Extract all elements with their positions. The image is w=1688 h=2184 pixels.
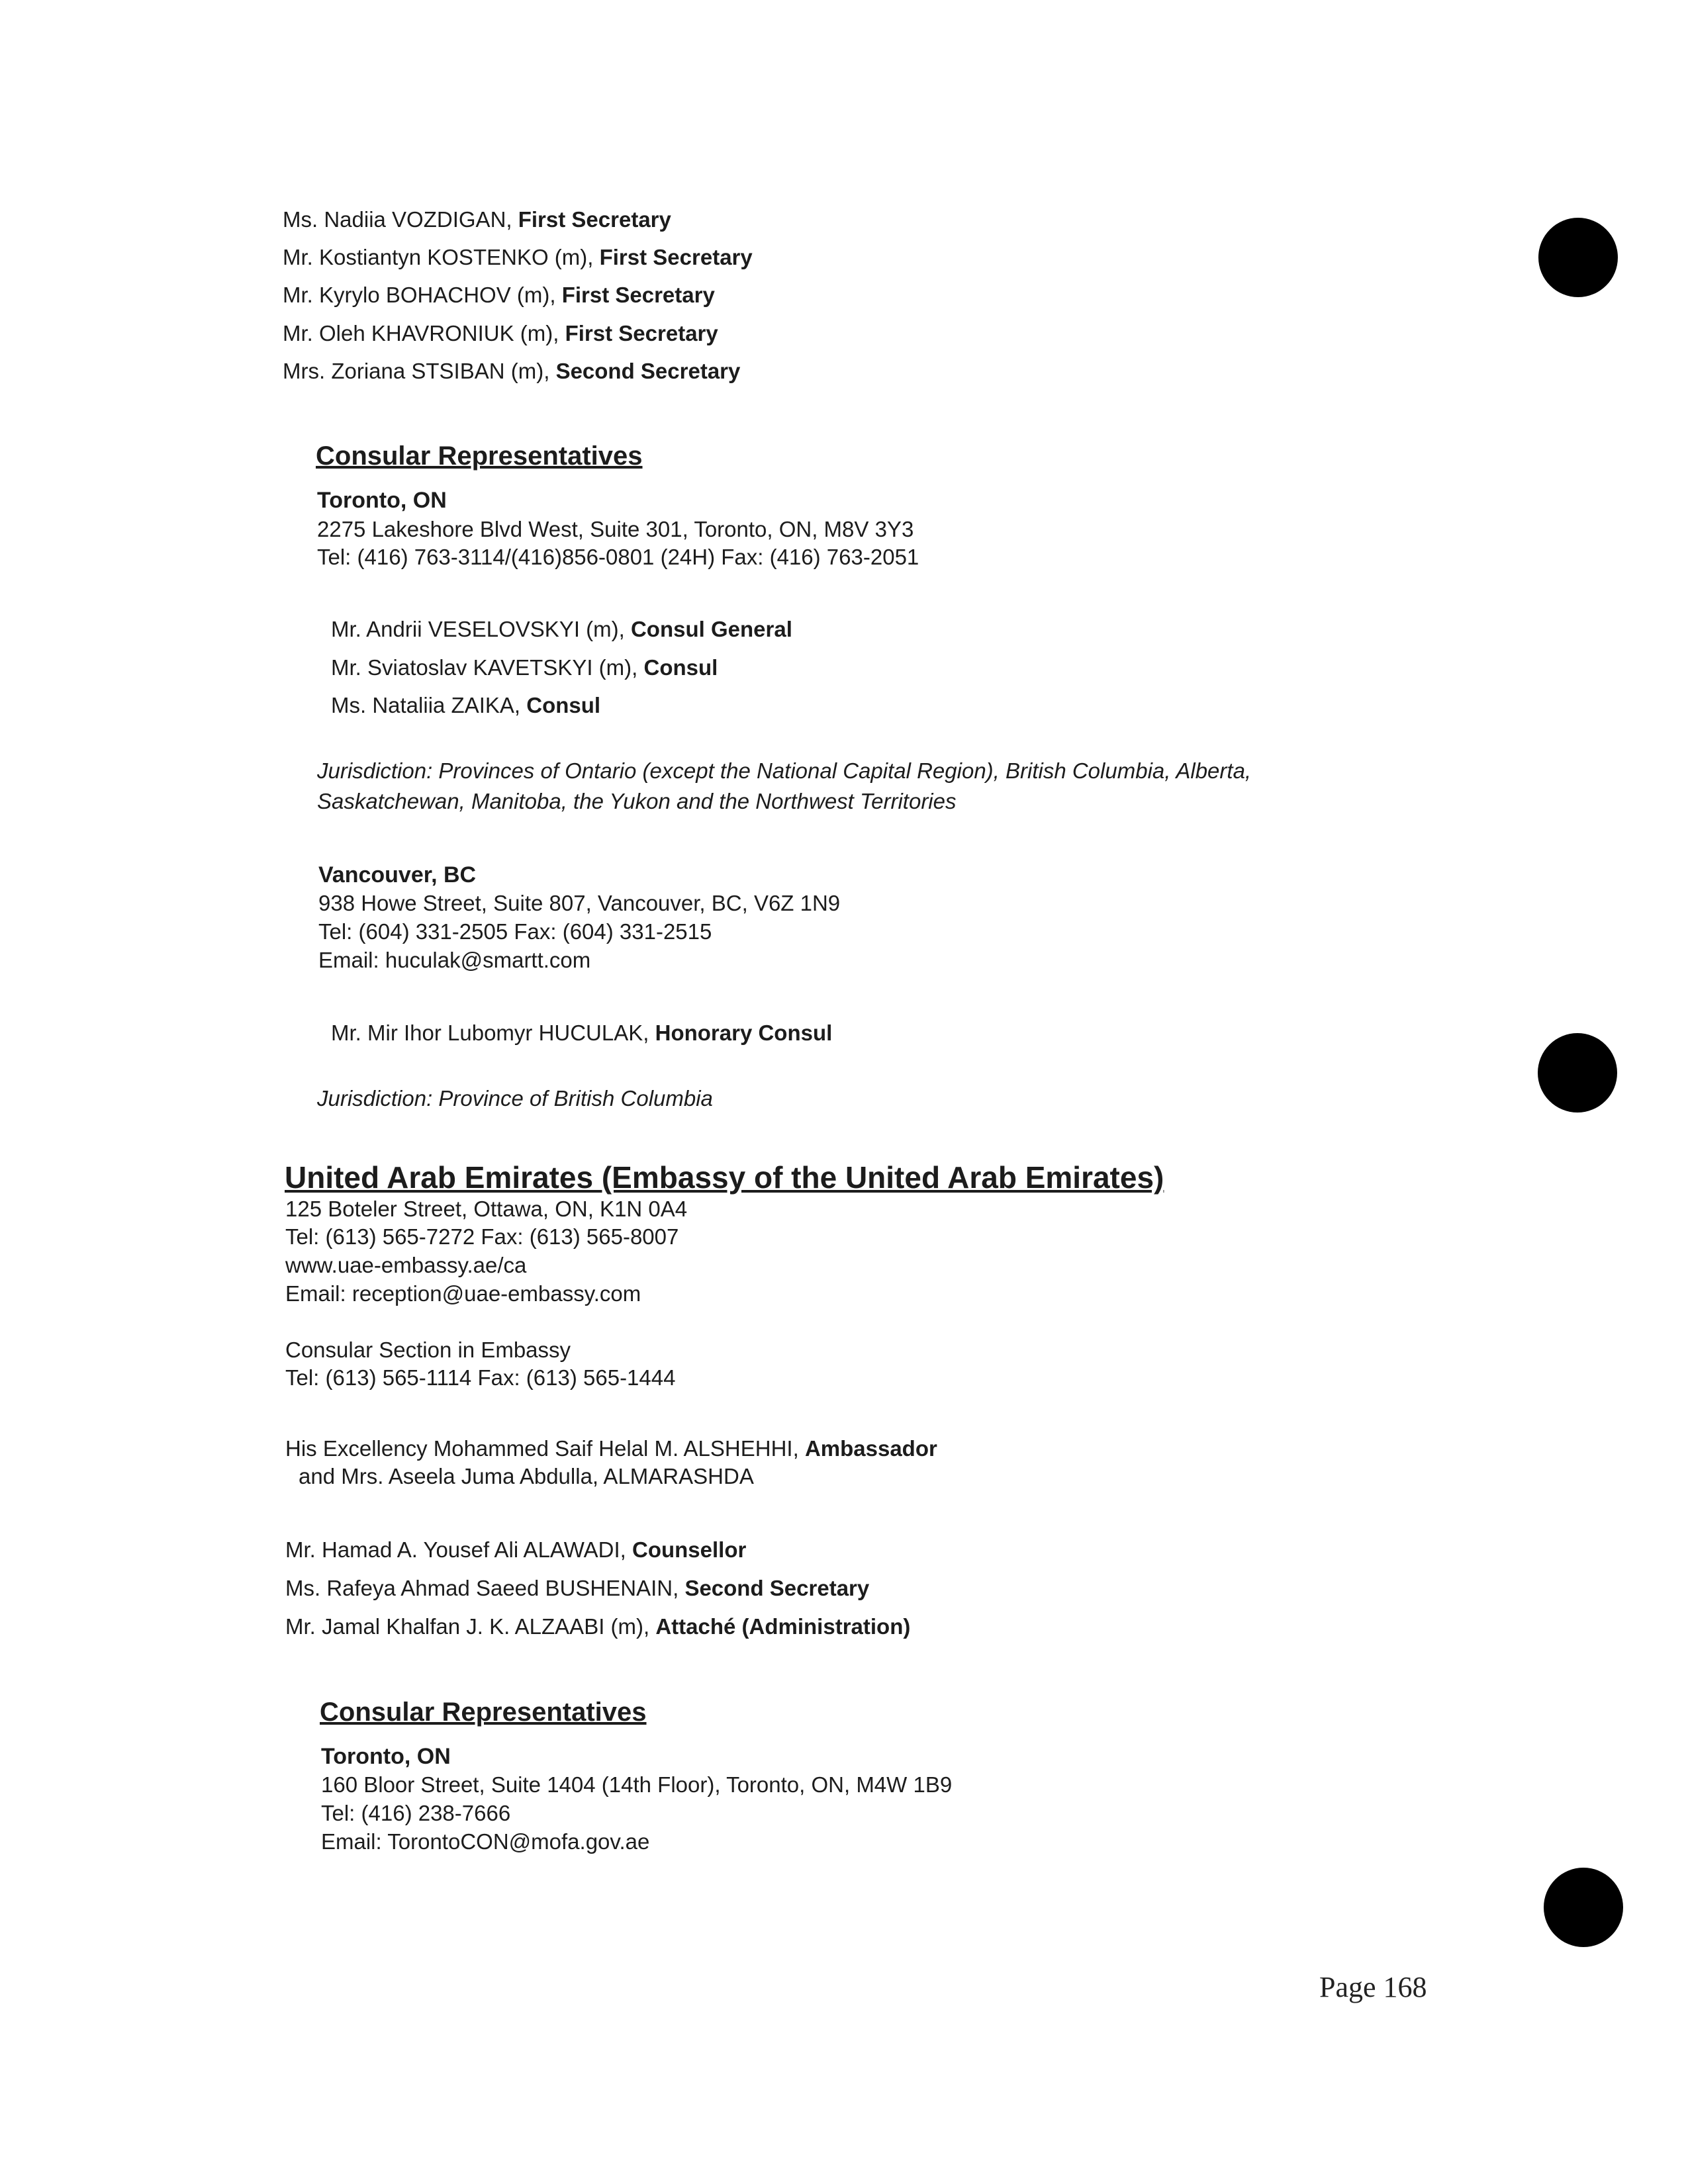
email-line: Email: reception@uae-embassy.com bbox=[285, 1281, 641, 1306]
staff-line: Mr. Hamad A. Yousef Ali ALAWADI, Counsellor bbox=[285, 1537, 747, 1562]
tel-line: Tel: (604) 331-2505 Fax: (604) 331-2515 bbox=[318, 919, 712, 944]
tel-line: Tel: (613) 565-1114 Fax: (613) 565-1444 bbox=[285, 1365, 676, 1390]
staff-line: Ms. Nadiia VOZDIGAN, First Secretary bbox=[283, 207, 671, 232]
city-heading: Toronto, ON bbox=[321, 1744, 451, 1769]
punch-hole bbox=[1538, 218, 1618, 297]
consular-section-label: Consular Section in Embassy bbox=[285, 1338, 571, 1362]
jurisdiction-text: Saskatchewan, Manitoba, the Yukon and the Northwest Territories bbox=[317, 789, 957, 813]
tel-line: Tel: (416) 238-7666 bbox=[321, 1801, 511, 1825]
jurisdiction-text: Jurisdiction: Province of British Columbia bbox=[317, 1086, 713, 1111]
address-line: 125 Boteler Street, Ottawa, ON, K1N 0A4 bbox=[285, 1197, 688, 1221]
staff-line: Mr. Kyrylo BOHACHOV (m), First Secretary bbox=[283, 283, 715, 307]
jurisdiction-text: Jurisdiction: Provinces of Ontario (except the National Capital Region), British Columbia, Alberta, bbox=[317, 758, 1252, 783]
page-number: Page 168 bbox=[1319, 1971, 1427, 2003]
staff-line: Mr. Kostiantyn KOSTENKO (m), First Secretary bbox=[283, 245, 753, 269]
city-heading: Toronto, ON bbox=[317, 488, 447, 513]
country-heading: United Arab Emirates (Embassy of the United Arab Emirates) bbox=[285, 1160, 1164, 1195]
city-heading: Vancouver, BC bbox=[318, 862, 477, 887]
spouse-line: and Mrs. Aseela Juma Abdulla, ALMARASHDA bbox=[299, 1464, 754, 1488]
address-line: 160 Bloor Street, Suite 1404 (14th Floor), Toronto, ON, M4W 1B9 bbox=[321, 1772, 953, 1797]
staff-line: Mr. Jamal Khalfan J. K. ALZAABI (m), Attaché (Administration) bbox=[285, 1614, 911, 1639]
punch-hole bbox=[1544, 1868, 1623, 1947]
address-line: 2275 Lakeshore Blvd West, Suite 301, Toronto, ON, M8V 3Y3 bbox=[317, 517, 914, 541]
punch-hole bbox=[1538, 1033, 1617, 1113]
consular-heading: Consular Representatives bbox=[320, 1698, 647, 1727]
email-line: Email: huculak@smartt.com bbox=[318, 948, 591, 972]
staff-line: Mrs. Zoriana STSIBAN (m), Second Secretary bbox=[283, 359, 741, 383]
staff-line: Mr. Oleh KHAVRONIUK (m), First Secretary bbox=[283, 321, 718, 345]
staff-line: Mr. Sviatoslav KAVETSKYI (m), Consul bbox=[331, 655, 718, 680]
staff-line: Ms. Rafeya Ahmad Saeed BUSHENAIN, Second Secretary bbox=[285, 1576, 870, 1600]
staff-line: Mr. Mir Ihor Lubomyr HUCULAK, Honorary Consul bbox=[331, 1021, 833, 1045]
ambassador-line: His Excellency Mohammed Saif Helal M. ALSHEHHI, Ambassador bbox=[285, 1436, 937, 1461]
website-line: www.uae-embassy.ae/ca bbox=[285, 1253, 527, 1277]
consular-heading: Consular Representatives bbox=[316, 441, 643, 471]
address-line: 938 Howe Street, Suite 807, Vancouver, BC, V6Z 1N9 bbox=[318, 891, 841, 915]
staff-line: Mr. Andrii VESELOVSKYI (m), Consul General bbox=[331, 617, 792, 641]
tel-line: Tel: (416) 763-3114/(416)856-0801 (24H) Fax: (416) 763-2051 bbox=[317, 545, 919, 569]
staff-line: Ms. Nataliia ZAIKA, Consul bbox=[331, 693, 601, 717]
email-line: Email: TorontoCON@mofa.gov.ae bbox=[321, 1829, 650, 1854]
tel-line: Tel: (613) 565-7272 Fax: (613) 565-8007 bbox=[285, 1224, 679, 1249]
